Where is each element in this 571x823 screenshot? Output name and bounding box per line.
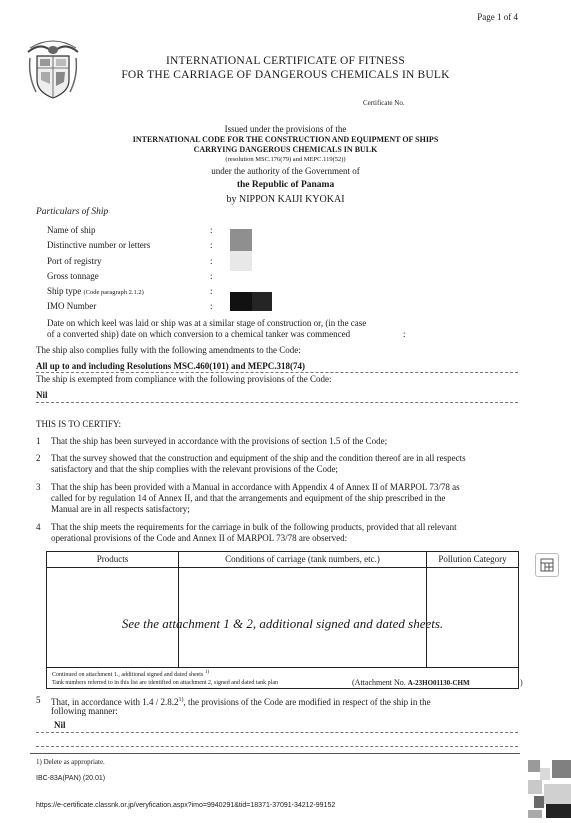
issued-line2: INTERNATIONAL CODE FOR THE CONSTRUCTION AND EQUIPMENT OF SHIPS — [132, 135, 439, 144]
verification-url: https://e-certificate.classnk.or.jp/veryfication.aspx?imo=9940291&tid=18371-37091-34212-99152 — [36, 802, 336, 809]
footnote-ref: 1) — [204, 670, 209, 675]
issued-government: the Republic of Panama — [236, 180, 335, 190]
footer-rule — [30, 753, 520, 754]
field-name-of-ship-label: Name of ship — [47, 225, 96, 235]
redacted-value — [230, 229, 252, 251]
issued-line3: CARRYING DANGEROUS CHEMICALS IN BULK — [193, 145, 378, 154]
field-distinctive-number-label: Distinctive number or letters — [47, 240, 151, 250]
field-imo-number-label: IMO Number — [47, 301, 97, 311]
certify-item-2-line1: That the survey showed that the construction and equipment of the ship and the condition thereof are in all respects — [51, 453, 466, 463]
item-number: 4 — [36, 522, 41, 532]
certificate-title-line1: INTERNATIONAL CERTIFICATE OF FITNESS — [166, 55, 405, 67]
attachment-ref — [352, 678, 470, 687]
item-number: 3 — [36, 482, 41, 492]
exempt-intro: The ship is exempted from compliance with the following provisions of the Code: — [36, 374, 332, 384]
field-colon: : — [210, 225, 213, 235]
item-5-text-b: , the provisions of the Code are modified in respect of the ship in the — [183, 697, 431, 707]
issued-line1: Issued under the provisions of the — [224, 124, 347, 134]
field-port-of-registry-label: Port of registry — [47, 256, 102, 266]
form-code: IBC-83A(PAN) (20.01) — [36, 775, 106, 782]
field-colon: : — [210, 271, 213, 281]
field-colon: : — [210, 301, 213, 311]
certify-item-2-line2: satisfactory and that the ship complies with the relevant provisions of the Code; — [51, 464, 338, 474]
item-5-value: Nil — [54, 720, 66, 730]
divider — [36, 402, 518, 403]
grid-icon[interactable] — [535, 553, 559, 577]
footnote-ref: 1) — [178, 697, 184, 703]
continued-note — [52, 670, 209, 678]
tank-numbers-note: Tank numbers referred to in this list are identified on attachment 2, signed and dated tank plan — [52, 680, 279, 686]
certify-item-3-line3: Manual are in all respects satisfactory; — [51, 504, 190, 514]
keel-date-colon: : — [403, 329, 406, 339]
attachment-close: ) — [520, 678, 523, 687]
issued-by: by NIPPON KAIJI KYOKAI — [226, 194, 345, 205]
pollution-category-header: Pollution Category — [427, 552, 519, 568]
certificate-no-label: Certificate No. — [363, 99, 405, 107]
certify-item-4-line2: operational provisions of the Code and Annex II of MARPOL 73/78 are observed: — [51, 533, 348, 543]
attachment-number: A-23HO01130-CHM — [407, 679, 470, 687]
amendments-value: All up to and including Resolutions MSC.460(101) and MEPC.318(74) — [36, 361, 306, 371]
qr-code-fragment — [528, 760, 571, 818]
certify-item-3-line1: That the ship has been provided with a Manual in accordance with Appendix 4 of Annex II of MARPOL 73/78 as — [51, 482, 460, 492]
amendments-intro: The ship also complies fully with the following amendments to the Code: — [36, 345, 301, 355]
item-5-text-a: That, in accordance with 1.4 / 2.8.2 — [51, 697, 179, 707]
field-gross-tonnage-label: Gross tonnage — [47, 271, 99, 281]
continued-note-text: Continued on attachment 1., additional signed and dated sheets — [52, 672, 204, 678]
products-header: Products — [47, 552, 179, 568]
field-colon: : — [210, 286, 213, 296]
exempt-value: Nil — [36, 390, 48, 400]
certify-heading: THIS IS TO CERTIFY: — [36, 419, 122, 429]
divider — [36, 372, 518, 373]
ship-type-label: Ship type — [47, 286, 82, 296]
redacted-value — [230, 251, 252, 271]
keel-date-line2: of a converted ship) date on which conversion to a chemical tanker was commenced — [47, 329, 351, 339]
item-number: 2 — [36, 453, 41, 463]
field-colon: : — [210, 240, 213, 250]
divider — [36, 732, 518, 733]
field-ship-type-label — [47, 286, 144, 296]
particulars-heading: Particulars of Ship — [36, 207, 109, 217]
certify-item-4-line1: That the ship meets the requirements for the carriage in bulk of the following products, provided that all relevant — [51, 522, 457, 532]
issued-line4: (resolution MSC.176(79) and MEPC.119(52)) — [225, 156, 346, 163]
ship-type-note: (Code paragraph 2.1.2) — [83, 289, 144, 296]
certify-item-1: That the ship has been surveyed in accordance with the provisions of section 1.5 of the Code; — [51, 436, 388, 446]
item-number: 1 — [36, 436, 41, 446]
attachment-label: (Attachment No. — [352, 678, 406, 687]
item-5-line2: following manner: — [51, 706, 118, 716]
certificate-title-line2: FOR THE CARRIAGE OF DANGEROUS CHEMICALS IN BULK — [121, 69, 450, 81]
item-number: 5 — [36, 695, 41, 705]
conditions-header: Conditions of carriage (tank numbers, etc.) — [179, 552, 427, 568]
keel-date-line1: Date on which keel was laid or ship was at a similar stage of construction or, (in the case — [47, 318, 367, 328]
redacted-value — [252, 292, 272, 311]
issued-line5: under the authority of the Government of — [211, 166, 360, 176]
certify-item-3-line2: called for by regulation 14 of Annex II, and that the arrangements and equipment of the ship prescribed in the — [51, 493, 446, 503]
field-colon: : — [210, 256, 213, 266]
see-attachment-text: See the attachment 1 & 2, additional signed and dated sheets. — [121, 616, 444, 631]
footnote: 1) Delete as appropriate. — [36, 758, 105, 766]
page-number: Page 1 of 4 — [477, 12, 518, 22]
divider — [36, 746, 518, 747]
item-5-line1 — [51, 695, 518, 708]
